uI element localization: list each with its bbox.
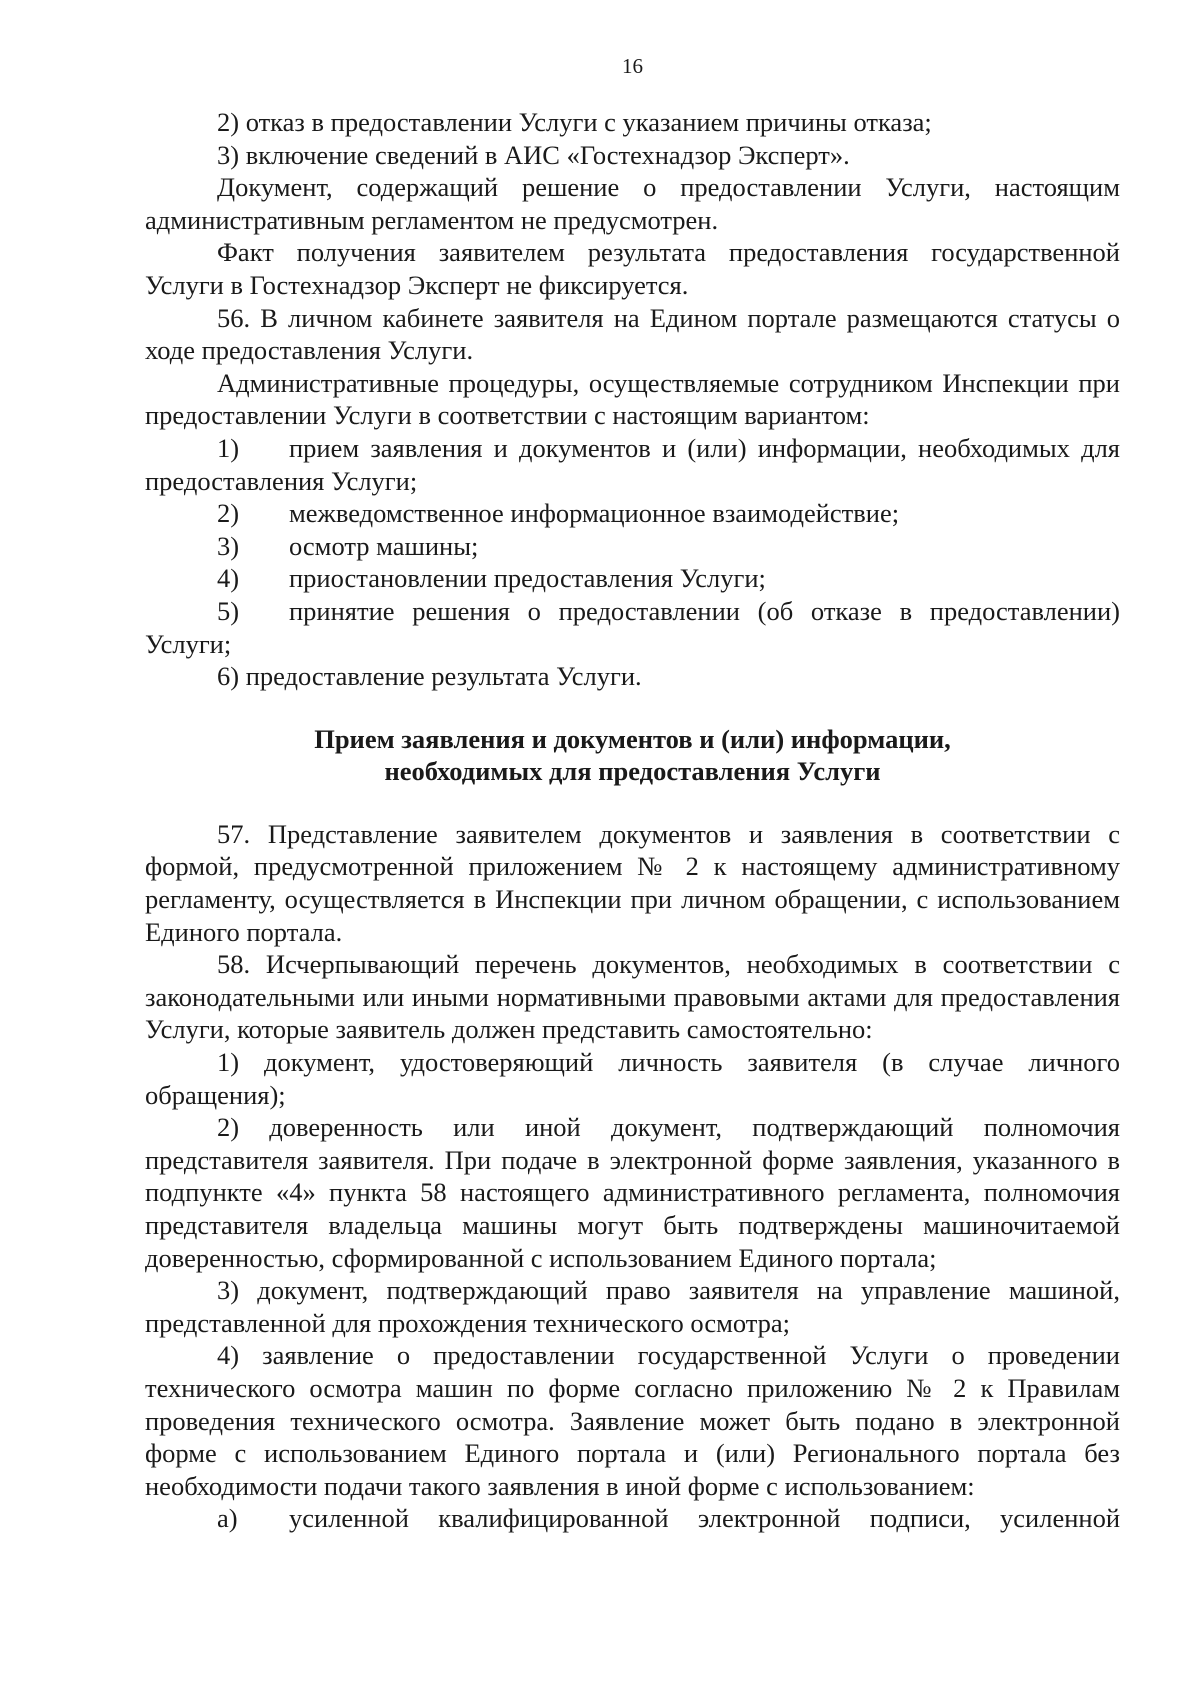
paragraph: 56. В личном кабинете заявителя на Едином портале размещаются статусы о ходе предоставления Услуги. [145, 302, 1120, 366]
paragraph: Документ, содержащий решение о предоставлении Услуги, настоящим административным регламентом не предусмотрен. [145, 172, 1120, 235]
page-number: 16 [622, 54, 643, 78]
section-heading [145, 723, 1120, 788]
list-item [145, 530, 1120, 563]
section-heading-line: необходимых для предоставления Услуги [384, 756, 881, 787]
list-item-number: 1) [217, 432, 240, 463]
list-item-text: прием заявления и документов и (или) информации, необходимых для предоставления Услуги; [145, 432, 1120, 496]
list-item [145, 595, 1120, 660]
list-item-text: приостановлении предоставления Услуги; [289, 563, 766, 594]
list-item-number: 2) [217, 498, 240, 529]
list-item [145, 497, 1120, 530]
section-heading-line: Прием заявления и документов и (или) информации, [314, 723, 951, 754]
paragraph: 1) документ, удостоверяющий личность заявителя (в случае личного обращения); [145, 1047, 1120, 1110]
paragraph: 4) заявление о предоставлении государственной Услуги о проведении технического осмотра машин по форме согласно приложению № 2 к Правилам проведения технического осмотра. Заявление может быть подано в электронной форме с использованием Единого портала и (или) Регионального портала без необходимости подачи такого заявления в иной форме с использованием: [145, 1340, 1120, 1501]
list-item [145, 562, 1120, 595]
list-item [145, 432, 1120, 497]
paragraph: 2) отказ в предоставлении Услуги с указанием причины отказа; [217, 107, 932, 137]
list-item-number: 3) [217, 530, 240, 561]
list-item-text: межведомственное информационное взаимодействие; [289, 498, 900, 529]
paragraph: 3) документ, подтверждающий право заявителя на управление машиной, представленной для прохождения технического осмотра; [145, 1275, 1120, 1338]
paragraph: 57. Представление заявителем документов и заявления в соответствии с формой, предусмотренной приложением № 2 к настоящему административному регламенту, осуществляется в Инспекции при личном обращении, с использованием Единого портала. [145, 818, 1120, 947]
text-block-2 [145, 818, 1120, 1535]
paragraph: Факт получения заявителем результата предоставления государственной Услуги в Гостехнадзор Эксперт не фиксируется. [145, 237, 1120, 300]
list-item-text: принятие решения о предоставлении (об отказе в предоставлении) Услуги; [145, 595, 1120, 659]
list-item [145, 1502, 1120, 1535]
list-item-number: 4) [217, 563, 240, 594]
text-block-1 [145, 106, 1120, 693]
list-item-text: осмотр машины; [289, 530, 479, 561]
list-item-number: а) [217, 1503, 238, 1534]
document-page [145, 50, 1120, 1535]
list-item-number: 5) [217, 595, 240, 626]
paragraph: 2) доверенность или иной документ, подтверждающий полномочия представителя заявителя. При подаче в электронной форме заявления, указанного в подпункте «4» пункта 58 настоящего административного регламента, полномочия представителя владельца машины могут быть подтверждены машиночитаемой доверенностью, сформированной с использованием Единого портала; [145, 1112, 1120, 1273]
paragraph: Административные процедуры, осуществляемые сотрудником Инспекции при предоставлении Услуги в соответствии с настоящим вариантом: [145, 367, 1120, 431]
paragraph: 58. Исчерпывающий перечень документов, необходимых в соответствии с законодательными или иными нормативными правовыми актами для предоставления Услуги, которые заявитель должен представить самостоятельно: [145, 949, 1120, 1045]
paragraph: 6) предоставление результата Услуги. [217, 661, 642, 692]
list-item-text: усиленной квалифицированной электронной подписи, усиленной [289, 1503, 1120, 1534]
paragraph: 3) включение сведений в АИС «Гостехнадзор Эксперт». [217, 139, 850, 170]
